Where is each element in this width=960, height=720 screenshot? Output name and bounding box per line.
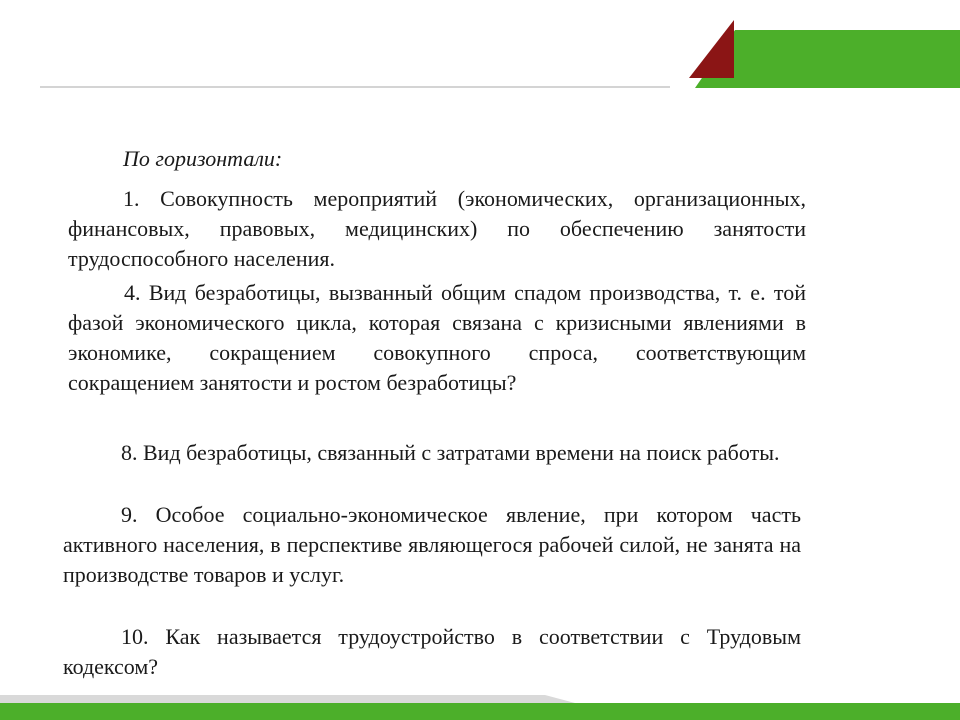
clue-item-4: 4. Вид безработицы, вызванный общим спадом производства, т. е. той фазой экономического цикла, которая связана с кризисными явлениями в экономике, сокращением совокупного спроса, соответствующим сокращением занятости и ростом безработицы?	[68, 280, 806, 395]
clue-item-1: 1. Совокупность мероприятий (экономических, организационных, финансовых, правовых, медицинских) по обеспечению занятости трудоспособного населения.	[68, 186, 806, 271]
section-heading: По горизонтали:	[123, 146, 283, 171]
clue-item-10: 10. Как называется трудоустройство в соответствии с Трудовым кодексом?	[63, 624, 801, 679]
clue-item-9: 9. Особое социально-экономическое явление, при котором часть активного населения, в перспективе являющегося рабочей силой, не занята на производстве товаров и услуг.	[63, 502, 801, 587]
clue-item-8: 8. Вид безработицы, связанный с затратами времени на поиск работы.	[121, 440, 780, 465]
